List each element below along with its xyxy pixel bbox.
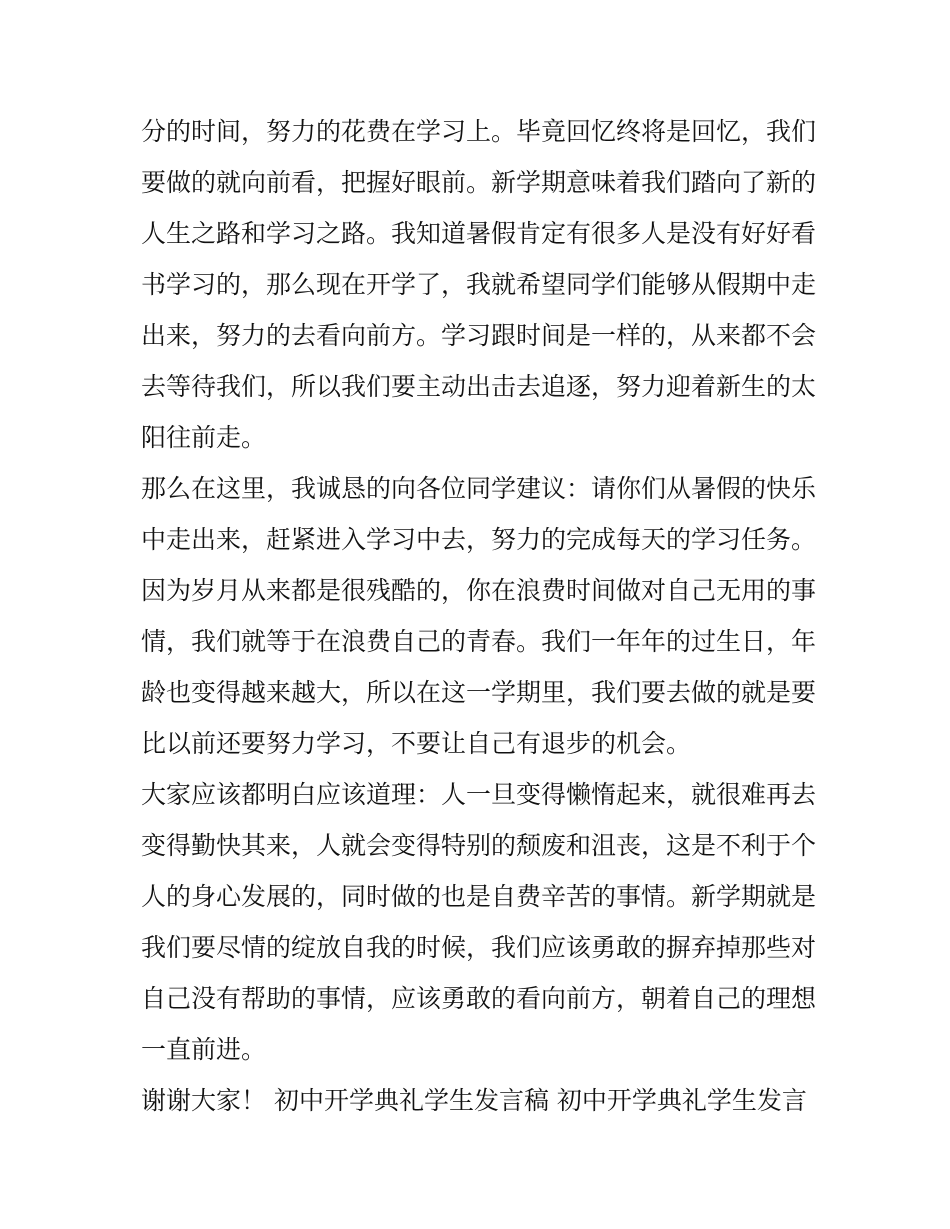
text-line: 出来，努力的去看向前方。学习跟时间是一样的，从来都不会	[141, 321, 817, 350]
text-line: 要做的就向前看，把握好眼前。新学期意味着我们踏向了新的	[141, 168, 817, 197]
text-line: 分的时间，努力的花费在学习上。毕竟回忆终将是回忆，我们	[141, 117, 817, 146]
text-line: 比以前还要努力学习，不要让自己有退步的机会。	[141, 729, 692, 758]
text-line: 阳往前走。	[141, 423, 267, 452]
text-line: 人的身心发展的，同时做的也是自费辛苦的事情。新学期就是	[141, 882, 817, 911]
text-line: 人生之路和学习之路。我知道暑假肯定有很多人是没有好好看	[141, 219, 817, 248]
text-line: 中走出来，赶紧进入学习中去，努力的完成每天的学习任务。	[141, 525, 817, 554]
document-body	[141, 106, 821, 1126]
text-line: 因为岁月从来都是很残酷的，你在浪费时间做对自己无用的事	[141, 576, 817, 605]
text-line: 变得勤快其来，人就会变得特别的颓废和沮丧，这是不利于个	[141, 831, 817, 860]
text-line: 情，我们就等于在浪费自己的青春。我们一年年的过生日，年	[141, 627, 817, 656]
text-line: 谢谢大家！ 初中开学典礼学生发言稿 初中开学典礼学生发言	[141, 1086, 807, 1115]
text-line: 去等待我们，所以我们要主动出击去追逐，努力迎着新生的太	[141, 372, 817, 401]
text-line: 那么在这里，我诚恳的向各位同学建议：请你们从暑假的快乐	[141, 474, 817, 503]
text-line: 自己没有帮助的事情，应该勇敢的看向前方，朝着自己的理想	[141, 984, 817, 1013]
text-line: 龄也变得越来越大，所以在这一学期里，我们要去做的就是要	[141, 678, 817, 707]
text-line: 我们要尽情的绽放自我的时候，我们应该勇敢的摒弃掉那些对	[141, 933, 817, 962]
text-line: 一直前进。	[141, 1035, 267, 1064]
text-line: 大家应该都明白应该道理：人一旦变得懒惰起来，就很难再去	[141, 780, 817, 809]
text-line: 书学习的，那么现在开学了，我就希望同学们能够从假期中走	[141, 270, 817, 299]
